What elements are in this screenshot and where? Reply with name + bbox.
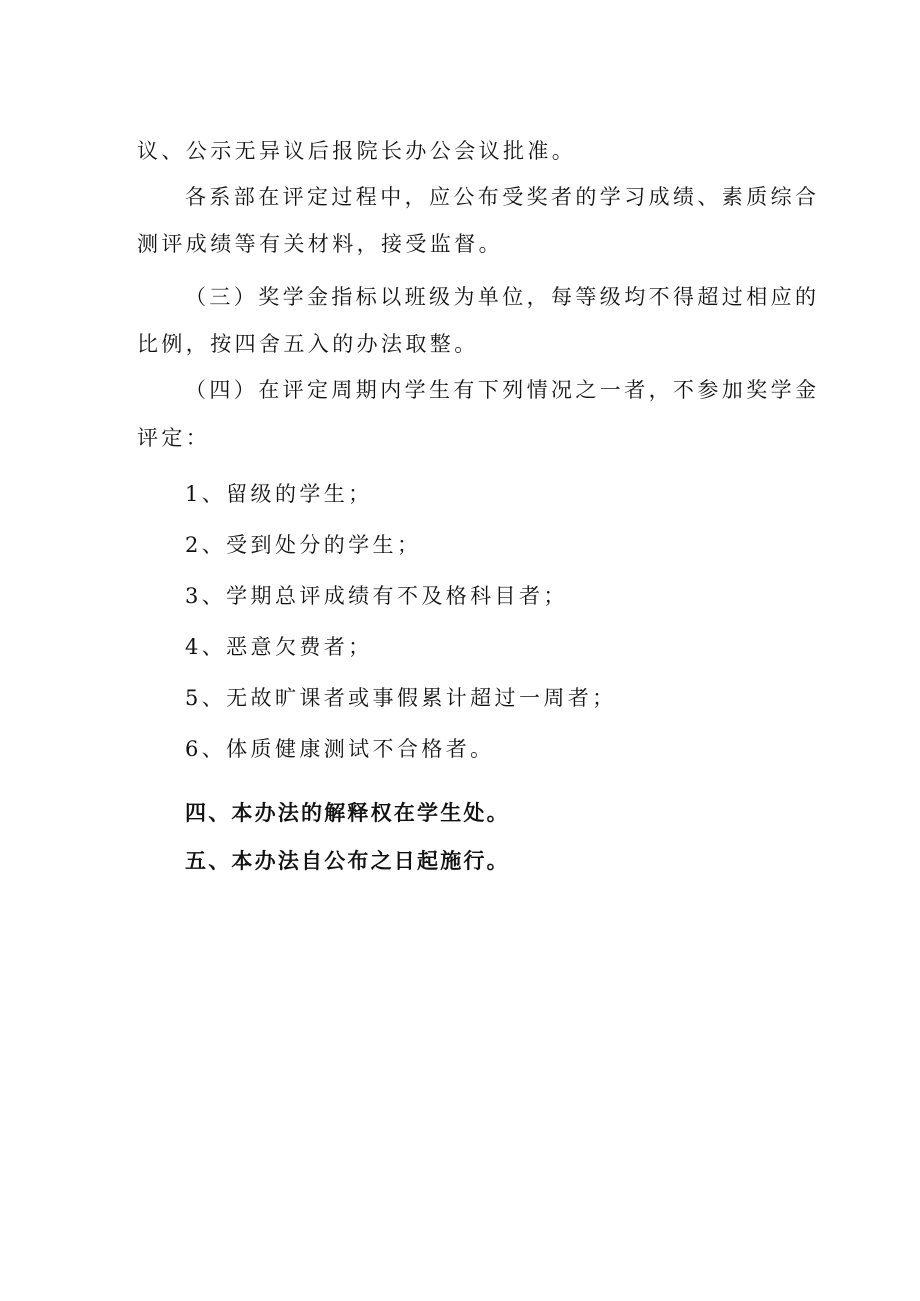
article-heading: 五、本办法自公布之日起施行。 bbox=[185, 849, 510, 873]
paragraph-line: 测评成绩等有关材料，接受监督。 bbox=[137, 232, 503, 256]
article-heading: 四、本办法的解释权在学生处。 bbox=[185, 801, 510, 825]
paragraph-line: （四）在评定周期内学生有下列情况之一者，不参加奖学金 bbox=[185, 378, 820, 402]
list-item: 3、学期总评成绩有不及格科目者； bbox=[185, 584, 568, 608]
list-item: 6、体质健康测试不合格者。 bbox=[185, 737, 495, 761]
list-item: 2、受到处分的学生； bbox=[185, 533, 422, 557]
paragraph-line: 议、公示无异议后报院长办公会议批准。 bbox=[137, 139, 577, 163]
list-item: 4、恶意欠费者； bbox=[185, 635, 373, 659]
paragraph-line: 评定： bbox=[137, 426, 211, 450]
list-item: 5、无故旷课者或事假累计超过一周者； bbox=[185, 686, 617, 710]
paragraph-line: 比例，按四舍五入的办法取整。 bbox=[137, 332, 479, 356]
paragraph-line: （三）奖学金指标以班级为单位，每等级均不得超过相应的 bbox=[185, 285, 820, 309]
list-item: 1、留级的学生； bbox=[185, 482, 373, 506]
paragraph-line: 各系部在评定过程中，应公布受奖者的学习成绩、素质综合 bbox=[185, 185, 820, 209]
